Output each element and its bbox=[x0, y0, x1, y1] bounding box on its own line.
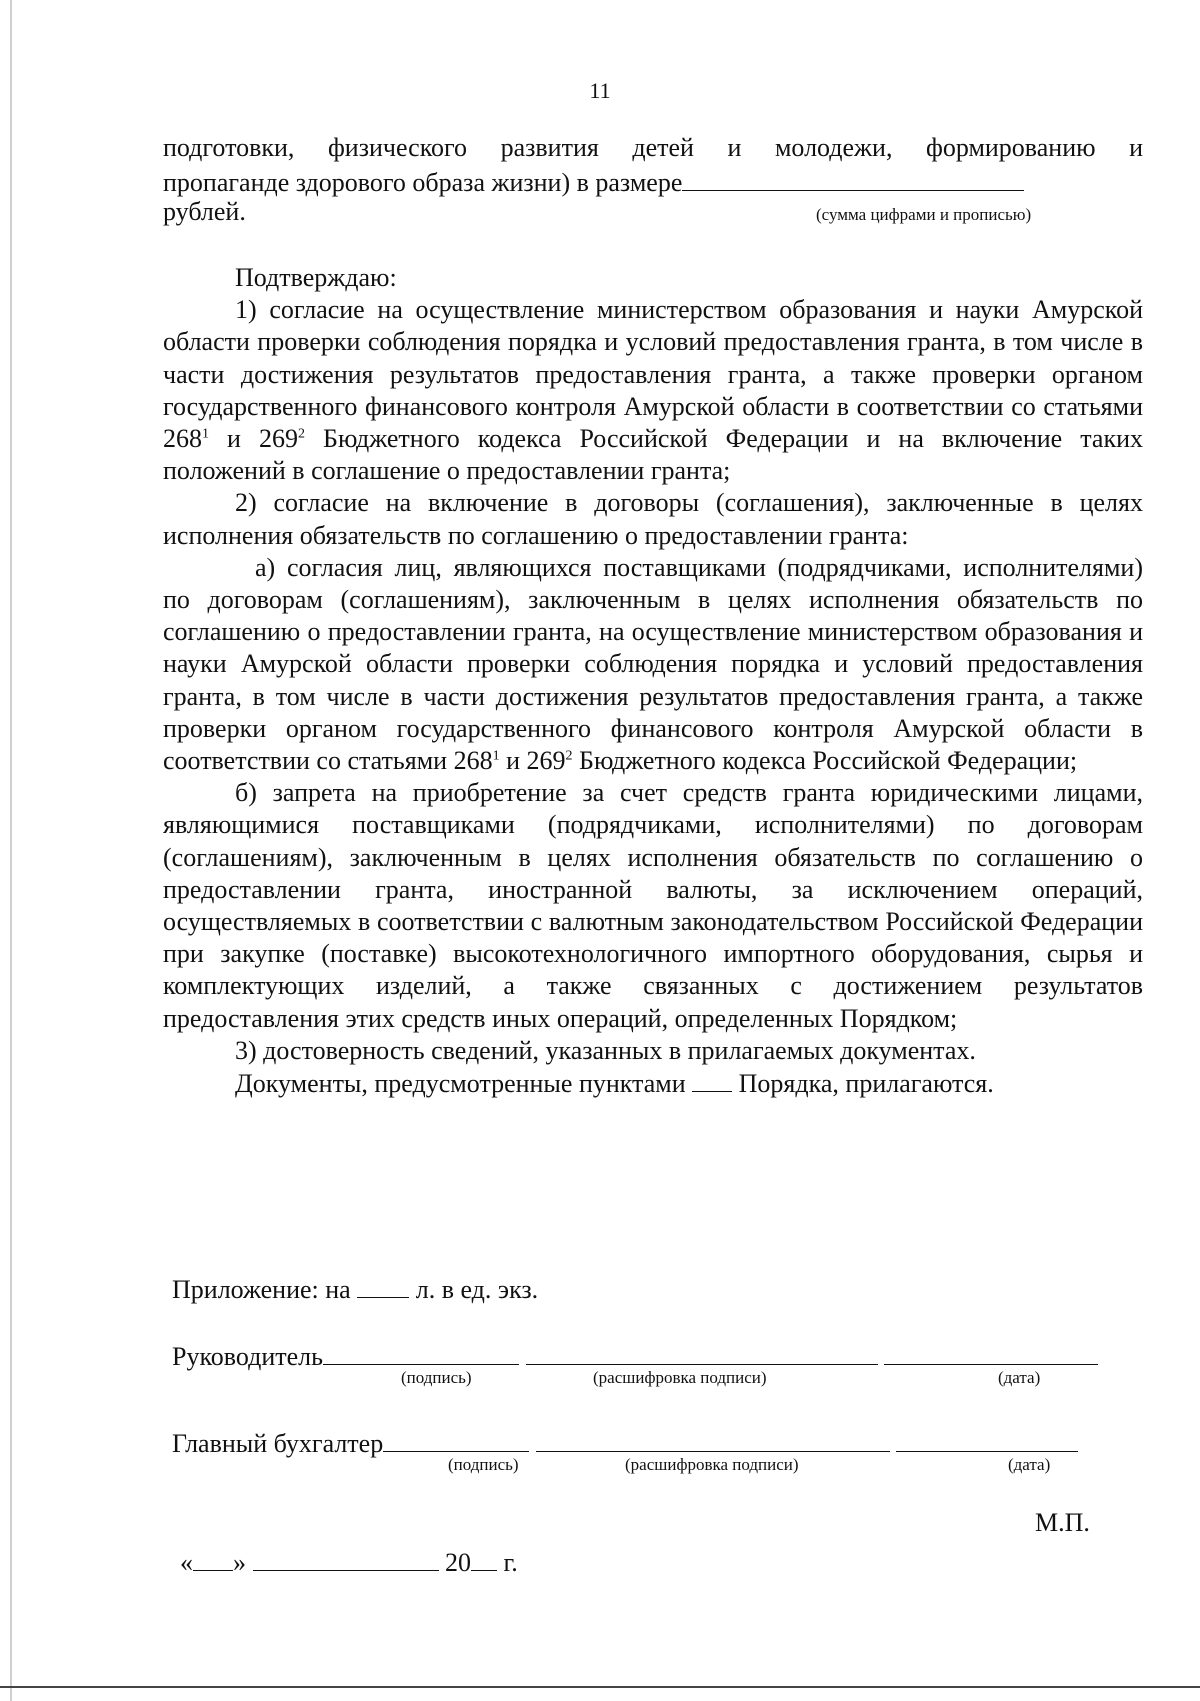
amount-blank bbox=[682, 164, 1024, 191]
attachment-line bbox=[172, 1273, 538, 1306]
item-2a-text-a: а) согласия лиц, являющихся поставщиками (подрядчиками, исполнителями) по договорам (соглашениям), заключенным в целях исполнения обязательств по соглашению о предоставлении гранта, на осуществление министерством образования и науки Амурской области проверки соблюдения порядка и условий предоставления гранта, в том числе в части достижения результатов предоставления гранта, а также проверки органом государственного финансового контроля Амурской области в соответствии со статьями 268 bbox=[163, 552, 1143, 776]
sup-2: 2 bbox=[297, 426, 305, 442]
head-caption-signature: (подпись) bbox=[401, 1368, 472, 1387]
accountant-caption-decoding: (расшифровка подписи) bbox=[625, 1455, 799, 1474]
sup-1: 1 bbox=[202, 426, 209, 442]
confirm-item-2a bbox=[163, 552, 1143, 777]
accountant-caption-date: (дата) bbox=[1008, 1455, 1051, 1474]
year-prefix: 20 bbox=[445, 1548, 471, 1577]
head-label: Руководитель bbox=[172, 1342, 323, 1371]
attachment-prefix: Приложение: на bbox=[172, 1275, 351, 1304]
date-close-quote: » bbox=[233, 1548, 246, 1577]
attachment-blank bbox=[357, 1273, 409, 1298]
page-number: 11 bbox=[589, 78, 611, 103]
stamp-placeholder: М.П. bbox=[1035, 1508, 1090, 1537]
confirm-section bbox=[163, 262, 1143, 1100]
points-blank bbox=[692, 1067, 732, 1092]
sup-2: 2 bbox=[565, 748, 573, 764]
accountant-caption-signature: (подпись) bbox=[448, 1455, 519, 1474]
attachment-suffix: л. в ед. экз. bbox=[415, 1275, 539, 1304]
confirm-heading: Подтверждаю: bbox=[235, 263, 397, 292]
item-2a-text-c: Бюджетного кодекса Российской Федерации; bbox=[572, 746, 1078, 776]
date-line bbox=[180, 1546, 518, 1579]
date-open-quote: « bbox=[180, 1548, 193, 1577]
intro-line-2 bbox=[163, 164, 1024, 199]
documents-line bbox=[163, 1067, 1143, 1100]
item-1-text-b: и 269 bbox=[209, 424, 298, 454]
page-bottom-edge bbox=[0, 1686, 1200, 1688]
documents-text-a: Документы, предусмотренные пунктами bbox=[235, 1069, 686, 1099]
sup-1: 1 bbox=[492, 748, 500, 764]
confirm-item-2b: б) запрета на приобретение за счет средств гранта юридическими лицами, являющимися поставщиками (подрядчиками, исполнителями) по договорам (соглашениям), заключенным в целях исполнения обязательств по соглашению о предоставлении гранта, иностранной валюты, за исключением операций, осуществляемых в соответствии с валютным законодательством Российской Федерации при закупке (поставке) высокотехнологичного импортного оборудования, сырья и комплектующих изделий, а также связанных с достижением результатов предоставления этих средств иных операций, определенных Порядком; bbox=[163, 778, 1143, 1033]
accountant-signature-blank bbox=[383, 1425, 529, 1452]
month-blank bbox=[253, 1546, 439, 1571]
accountant-date-blank bbox=[896, 1425, 1078, 1452]
head-decoding-blank bbox=[526, 1338, 878, 1365]
confirm-item-1 bbox=[163, 294, 1143, 487]
head-date-blank bbox=[884, 1338, 1098, 1365]
documents-text-b: Порядка, прилагаются. bbox=[738, 1069, 994, 1099]
item-2a-text-b: и 269 bbox=[499, 746, 566, 776]
confirm-item-3: 3) достоверность сведений, указанных в прилагаемых документах. bbox=[235, 1035, 976, 1065]
accountant-decoding-blank bbox=[536, 1425, 890, 1452]
intro-line-2-text: пропаганде здорового образа жизни) в размере bbox=[163, 168, 683, 197]
head-caption-date: (дата) bbox=[998, 1368, 1041, 1387]
page-edge bbox=[10, 0, 12, 1701]
year-suffix: г. bbox=[503, 1548, 518, 1577]
day-blank bbox=[193, 1546, 233, 1571]
intro-line-3: рублей. bbox=[163, 197, 246, 226]
head-signature-blank bbox=[323, 1338, 519, 1365]
item-1-text-c: Бюджетного кодекса Российской Федерации и на включение таких положений в соглашение о предоставлении гранта; bbox=[163, 424, 1143, 486]
intro-line-1: подготовки, физического развития детей и молодежи, формированию и bbox=[163, 133, 1143, 162]
accountant-label: Главный бухгалтер bbox=[172, 1429, 384, 1458]
item-1-text-a: 1) согласие на осуществление министерством образования и науки Амурской области проверки соблюдения порядка и условий предоставления гранта, в том числе в части достижения результатов предоставления гранта, а также проверки органом государственного финансового контроля Амурской области в соответствии со статьями 268 bbox=[163, 295, 1143, 454]
year-blank bbox=[471, 1546, 497, 1571]
head-caption-decoding: (расшифровка подписи) bbox=[593, 1368, 767, 1387]
amount-caption: (сумма цифрами и прописью) bbox=[816, 205, 1032, 224]
confirm-item-2: 2) согласие на включение в договоры (соглашения), заключенные в целях исполнения обязательств по соглашению о предоставлении гранта: bbox=[163, 488, 1143, 550]
